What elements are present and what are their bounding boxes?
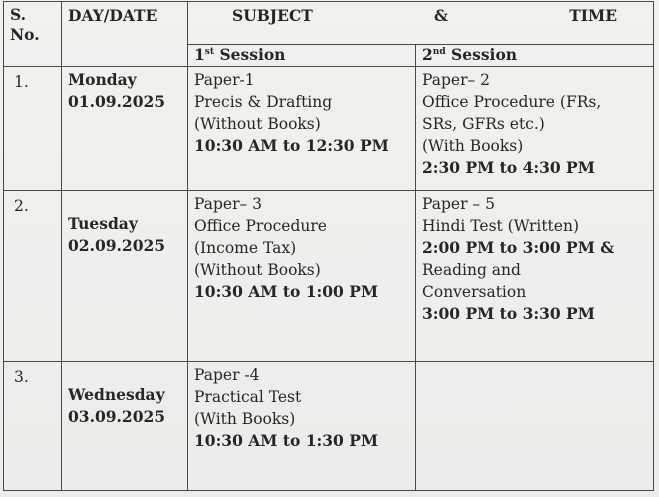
exam-date: 01.09.2025 — [68, 92, 166, 111]
paper-label: Paper – 5 — [422, 195, 495, 213]
paper-subject-line: Precis & Drafting — [194, 93, 333, 111]
second-session-header: 2nd Session — [416, 45, 654, 67]
paper-subject-line: Reading and — [422, 261, 521, 279]
paper-label: Paper-1 — [194, 71, 255, 89]
day-name: Tuesday — [68, 214, 138, 233]
paper-subject-line: Practical Test — [194, 388, 302, 406]
exam-schedule-table — [3, 1, 654, 491]
paper-label: Paper -4 — [194, 366, 260, 384]
paper-subject-line: Hindi Test (Written) — [422, 217, 579, 235]
sno-header: S. No. — [4, 2, 62, 67]
paper-label: Paper– 3 — [194, 195, 263, 213]
session-time: 10:30 AM to 1:30 PM — [194, 431, 379, 450]
session2-cell — [416, 191, 654, 362]
session1-cell — [188, 362, 416, 491]
exam-date: 02.09.2025 — [68, 236, 166, 255]
day-date-cell — [62, 67, 188, 191]
first-session-header: 1st Session — [188, 45, 416, 67]
subject-time-header — [188, 2, 654, 45]
day-name: Monday — [68, 70, 137, 89]
day-name: Wednesday — [68, 385, 165, 404]
table-row — [4, 191, 654, 362]
session-time: 10:30 AM to 1:00 PM — [194, 282, 379, 301]
day-date-cell — [62, 362, 188, 491]
session-time: 3:00 PM to 3:30 PM — [422, 304, 595, 323]
day-date-header: DAY/DATE — [62, 2, 188, 67]
session-time: 10:30 AM to 12:30 PM — [194, 136, 389, 155]
header-row — [4, 2, 654, 45]
subject-label: SUBJECT — [232, 6, 313, 25]
exam-date: 03.09.2025 — [68, 407, 166, 426]
session1-cell — [188, 191, 416, 362]
session1-cell — [188, 67, 416, 191]
session2-cell — [416, 67, 654, 191]
serial-number: 1. — [4, 67, 62, 191]
table-row — [4, 362, 654, 491]
paper-subject-line: (With Books) — [422, 137, 524, 155]
session-time: 2:00 PM to 3:00 PM & — [422, 238, 615, 257]
paper-subject-line: (Without Books) — [194, 261, 321, 279]
paper-subject-line: (With Books) — [194, 410, 296, 428]
ampersand-label: & — [434, 6, 449, 25]
paper-subject-line: Conversation — [422, 283, 527, 301]
day-date-cell — [62, 191, 188, 362]
serial-number: 3. — [4, 362, 62, 491]
table-row — [4, 67, 654, 191]
time-label: TIME — [569, 6, 618, 25]
paper-subject-line: (Without Books) — [194, 115, 321, 133]
paper-label: Paper– 2 — [422, 71, 491, 89]
session2-cell-empty — [416, 362, 654, 491]
paper-subject-line: Office Procedure (FRs, — [422, 93, 602, 111]
paper-subject-line: Office Procedure — [194, 217, 327, 235]
serial-number: 2. — [4, 191, 62, 362]
session-time: 2:30 PM to 4:30 PM — [422, 158, 595, 177]
paper-subject-line: SRs, GFRs etc.) — [422, 115, 545, 133]
paper-subject-line: (Income Tax) — [194, 239, 297, 257]
